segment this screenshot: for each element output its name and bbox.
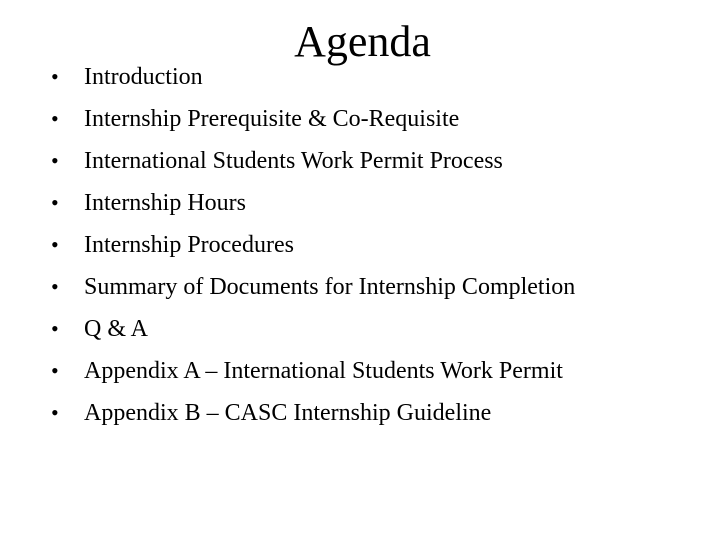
agenda-item-label: Summary of Documents for Internship Completion (84, 274, 576, 300)
agenda-item-label: Introduction (84, 64, 203, 90)
agenda-item-label: International Students Work Permit Process (84, 148, 503, 174)
bullet-icon: • (51, 190, 59, 215)
agenda-item-label: Internship Prerequisite & Co-Requisite (84, 106, 460, 132)
agenda-item-work-permit-process (0, 140, 720, 182)
agenda-item-prerequisite (0, 98, 720, 140)
bullet-icon: • (51, 400, 59, 425)
bullet-icon: • (51, 106, 59, 131)
bullet-icon: • (51, 64, 59, 89)
bullet-icon: • (51, 358, 59, 383)
agenda-item-documents-summary (0, 266, 720, 308)
slide-title: Agenda (294, 17, 431, 66)
bullet-icon: • (51, 148, 59, 173)
agenda-item-appendix-b (0, 392, 720, 434)
agenda-item-introduction (0, 56, 720, 98)
agenda-item-label: Q & A (84, 316, 149, 342)
bullet-icon: • (51, 316, 59, 341)
agenda-item-appendix-a (0, 350, 720, 392)
agenda-item-internship-hours (0, 182, 720, 224)
bullet-icon: • (51, 232, 59, 257)
agenda-item-label: Appendix A – International Students Work Permit (84, 358, 563, 384)
bullet-icon: • (51, 274, 59, 299)
agenda-item-q-and-a (0, 308, 720, 350)
agenda-item-label: Appendix B – CASC Internship Guideline (84, 400, 492, 426)
agenda-item-internship-procedures (0, 224, 720, 266)
agenda-list (0, 56, 720, 434)
agenda-item-label: Internship Hours (84, 190, 246, 216)
agenda-item-label: Internship Procedures (84, 232, 294, 258)
